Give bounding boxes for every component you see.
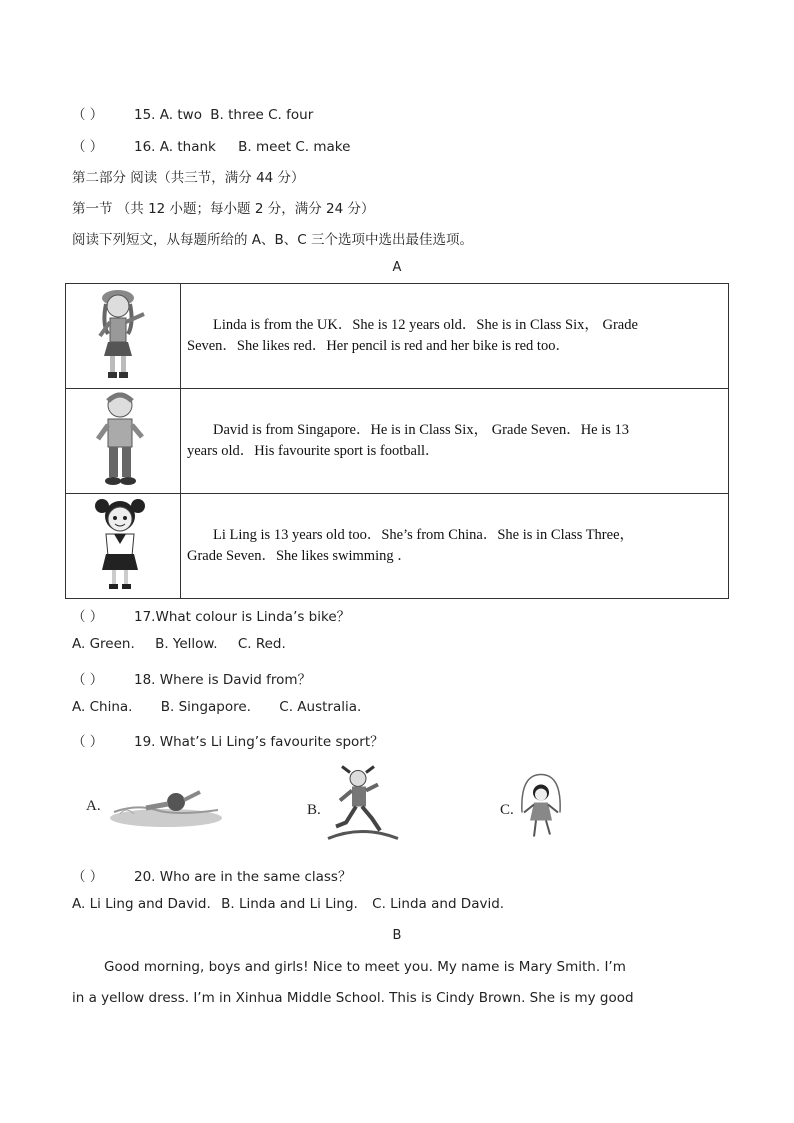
li-ling-picture [66, 494, 181, 599]
option-b[interactable]: B. Singapore. [160, 699, 251, 715]
option-b[interactable]: B. Linda and Li Ling. [221, 896, 358, 912]
question-number: 15. [134, 107, 156, 123]
text-line: David is from Singapore．He is in Class Six， Grade Seven．He is 13 [213, 422, 630, 438]
table-row [66, 389, 729, 494]
text-line: Grade Seven．She likes swimming ． [187, 548, 412, 564]
li-ling-description [181, 494, 729, 599]
option-b[interactable]: B. three [210, 107, 264, 123]
option-a[interactable]: A. [86, 798, 101, 814]
text-line: Li Ling is 13 years old too．She’s from China．She is in Class Three， [213, 527, 635, 543]
answer-blank[interactable]: （ ） [72, 107, 104, 123]
linda-picture [66, 284, 181, 389]
option-c[interactable]: C. [500, 802, 514, 818]
question-text: 17.What colour is Linda’s bike？ [134, 609, 351, 625]
question-text: 19. What’s Li Ling’s favourite sport？ [134, 734, 384, 750]
passage-b-label: B [392, 928, 402, 943]
running-icon [322, 762, 402, 847]
option-a[interactable]: A. China. [72, 699, 133, 715]
question-number: 16. [134, 139, 156, 155]
question-19 [72, 730, 384, 750]
option-a[interactable]: A. Green. [72, 636, 135, 652]
girl-cap-icon [88, 284, 158, 384]
table-row [66, 284, 729, 389]
option-b[interactable]: B. Yellow. [155, 636, 218, 652]
answer-blank[interactable]: （ ） [72, 734, 104, 750]
part-2-heading: 第二部分 阅读（共三节，满分 44 分） [72, 170, 305, 186]
option-c[interactable]: C. four [268, 107, 314, 123]
option-c[interactable]: C. Australia. [279, 699, 362, 715]
text-line: Good morning, boys and girls! Nice to meet you. My name is Mary Smith. I’m [104, 959, 626, 975]
question-text: 18. Where is David from？ [134, 672, 312, 688]
passage-b-line-1 [72, 959, 732, 975]
option-b[interactable]: B. meet [238, 139, 292, 155]
option-a[interactable]: A. thank [159, 139, 216, 155]
section-1-heading: 第一节 （共 12 小题；每小题 2 分，满分 24 分） [72, 201, 375, 217]
option-b[interactable]: B. [307, 802, 321, 818]
passage-b-line-2: in a yellow dress. I’m in Xinhua Middle School. This is Cindy Brown. She is my good [72, 990, 634, 1006]
text-line: Seven．She likes red．Her pencil is red and her bike is red too． [187, 338, 570, 354]
question-20 [72, 865, 351, 885]
skipping-rope-icon [516, 766, 566, 851]
instructions: 阅读下列短文，从每题所给的 A、B、C 三个选项中选出最佳选项。 [72, 232, 474, 248]
question-20-options [72, 896, 504, 912]
question-18 [72, 668, 311, 688]
text-line: years old．His favourite sport is football． [187, 443, 440, 459]
boy-icon [88, 389, 158, 489]
option-c[interactable]: C. make [295, 139, 351, 155]
question-text: 20. Who are in the same class？ [134, 869, 352, 885]
david-description [181, 389, 729, 494]
passage-a-table [65, 283, 729, 599]
answer-blank[interactable]: （ ） [72, 869, 104, 885]
question-18-options [72, 699, 361, 715]
david-picture [66, 389, 181, 494]
linda-description [181, 284, 729, 389]
option-c[interactable]: C. Red. [237, 636, 286, 652]
question-17 [72, 605, 350, 625]
question-17-options [72, 636, 286, 652]
swimming-icon [106, 760, 226, 845]
answer-blank[interactable]: （ ） [72, 139, 104, 155]
girl-pigtails-icon [88, 494, 158, 594]
passage-a-label: A [392, 260, 402, 275]
option-a[interactable]: A. two [159, 107, 202, 123]
text-line: Linda is from the UK．She is 12 years old．She is in Class Six， Grade [213, 317, 638, 333]
option-a[interactable]: A. Li Ling and David. [72, 896, 211, 912]
option-c[interactable]: C. Linda and David. [372, 896, 505, 912]
answer-blank[interactable]: （ ） [72, 672, 104, 688]
answer-blank[interactable]: （ ） [72, 609, 104, 625]
question-16 [72, 135, 350, 155]
table-row [66, 494, 729, 599]
question-15 [72, 103, 313, 123]
